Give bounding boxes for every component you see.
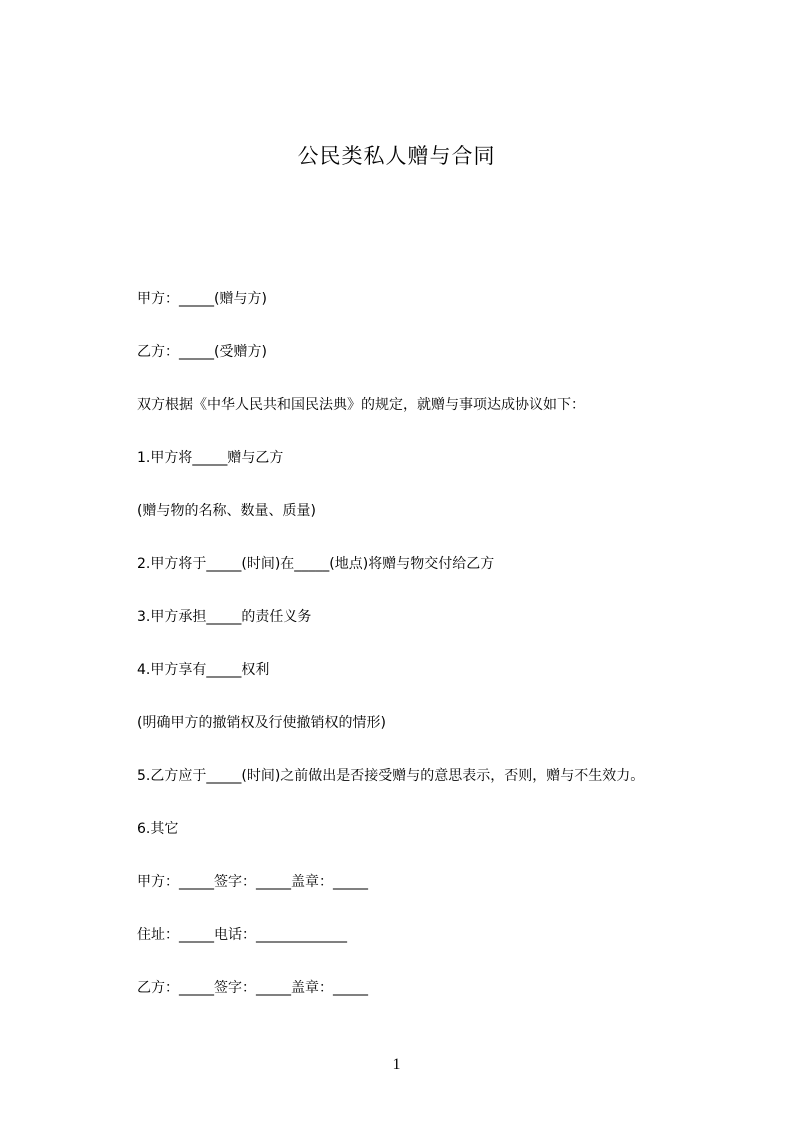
party-b-signature-line: 乙方：_____签字：_____盖章：_____: [137, 980, 368, 996]
clause-1-note: (赠与物的名称、数量、质量): [137, 503, 316, 519]
clause-3: 3.甲方承担_____的责任义务: [137, 609, 312, 625]
party-b-line: 乙方：_____(受赠方): [137, 344, 267, 360]
party-a-signature-line: 甲方：_____签字：_____盖章：_____: [137, 874, 368, 890]
clause-4: 4.甲方享有_____权利: [137, 662, 270, 678]
party-a-line: 甲方：_____(赠与方): [137, 291, 267, 307]
clause-2: 2.甲方将于_____(时间)在_____(地点)将赠与物交付给乙方: [137, 556, 495, 572]
contract-body: [137, 287, 737, 1029]
page-number: 1: [392, 1056, 401, 1073]
address-phone-line: 住址：_____电话：_____________: [137, 927, 347, 943]
preamble-paragraph: 双方根据《中华人民共和国民法典》的规定，就赠与事项达成协议如下：: [137, 397, 585, 413]
clause-4-note: (明确甲方的撤销权及行使撤销权的情形): [137, 715, 386, 731]
clause-6: 6.其它: [137, 821, 179, 837]
document-title: 公民类私人赠与合同: [297, 144, 496, 168]
clause-5: 5.乙方应于_____(时间)之前做出是否接受赠与的意思表示，否则，赠与不生效力。: [137, 768, 645, 784]
clause-1: 1.甲方将_____赠与乙方: [137, 450, 284, 466]
